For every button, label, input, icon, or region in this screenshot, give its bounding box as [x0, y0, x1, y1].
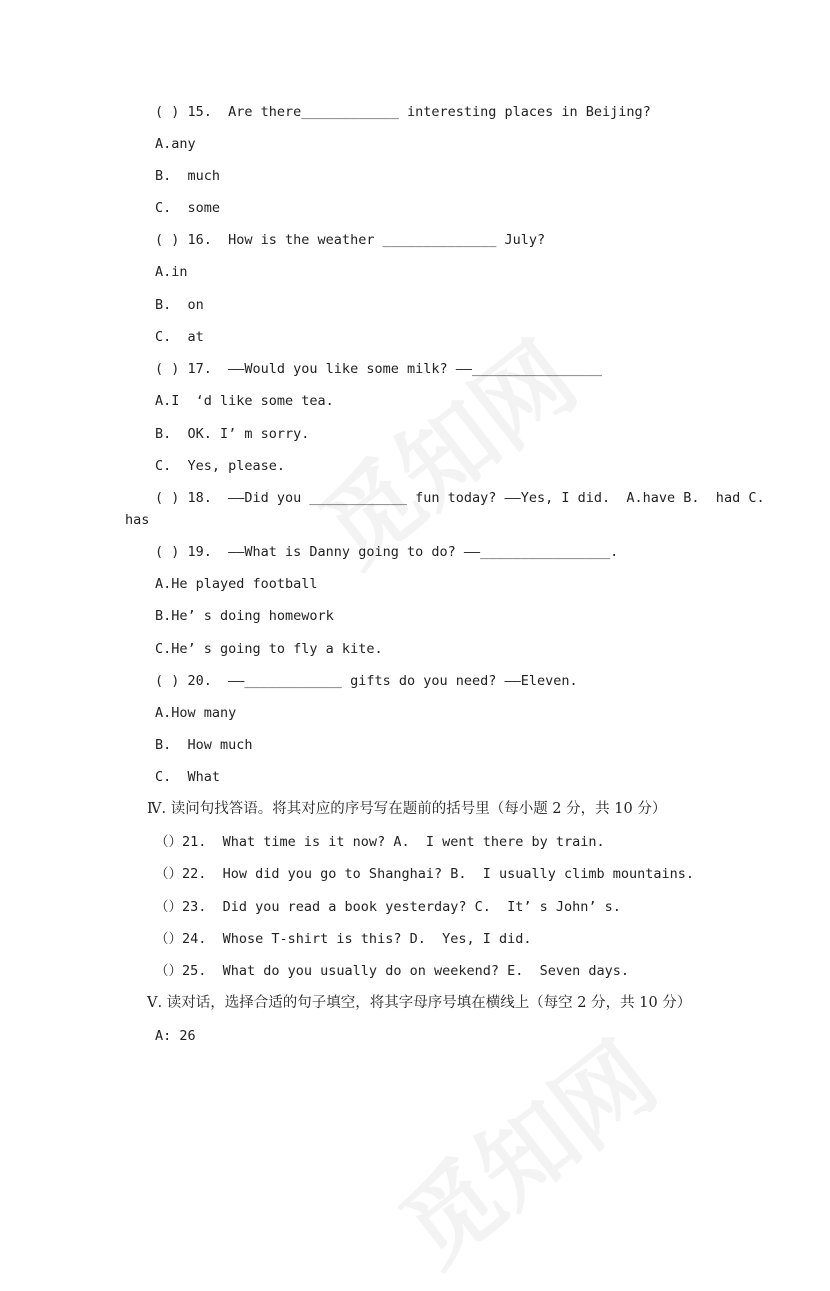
question-16: ( ) 16. How is the weather ______________ July? [155, 232, 546, 248]
option-19-a: A.He played football [155, 576, 318, 592]
question-24: （）24. Whose T-shirt is this? D. Yes, I did. [155, 931, 532, 947]
section-4-heading: Ⅳ. 读问句找答语。将其对应的序号写在题前的括号里（每小题 2 分，共 10 分） [147, 801, 667, 817]
question-15: ( ) 15. Are there____________ interesting places in Beijing? [155, 104, 651, 120]
option-17-b: B. OK. I’ m sorry. [155, 426, 310, 442]
option-15-a: A.any [155, 136, 196, 152]
option-20-a: A.How many [155, 705, 237, 721]
option-15-b: B. much [155, 168, 221, 184]
watermark-bottom [368, 1006, 679, 1291]
question-20: ( ) 20. ——____________ gifts do you need? ——Eleven. [155, 673, 578, 689]
section-5-heading: Ⅴ. 读对话，选择合适的句子填空，将其字母序号填在横线上（每空 2 分，共 10 分） [147, 995, 692, 1011]
option-16-a: A.in [155, 264, 188, 280]
option-20-b: B. How much [155, 737, 253, 753]
option-17-c: C. Yes, please. [155, 458, 286, 474]
option-16-b: B. on [155, 297, 204, 313]
option-20-c: C. What [155, 769, 221, 785]
question-23: （）23. Did you read a book yesterday? C. It’ s John’ s. [155, 899, 621, 915]
question-18-wrap: has [125, 512, 150, 528]
dialogue-line-a: A: 26 [155, 1028, 196, 1044]
question-21: （）21. What time is it now? A. I went there by train. [155, 834, 605, 850]
option-19-c: C.He’ s going to fly a kite. [155, 641, 383, 657]
question-25: （）25. What do you usually do on weekend? E. Seven days. [155, 963, 630, 979]
question-17: ( ) 17. ——Would you like some milk? ——________________ [155, 361, 603, 377]
question-18: ( ) 18. ——Did you ____________ fun today? ——Yes, I did. A.have B. had C. [155, 490, 765, 506]
question-22: （）22. How did you go to Shanghai? B. I usually climb mountains. [155, 866, 695, 882]
option-19-b: B.He’ s doing homework [155, 608, 334, 624]
question-19: ( ) 19. ——What is Danny going to do? ——________________. [155, 544, 619, 560]
option-16-c: C. at [155, 329, 204, 345]
option-15-c: C. some [155, 200, 221, 216]
option-17-a: A.I ‘d like some tea. [155, 393, 334, 409]
